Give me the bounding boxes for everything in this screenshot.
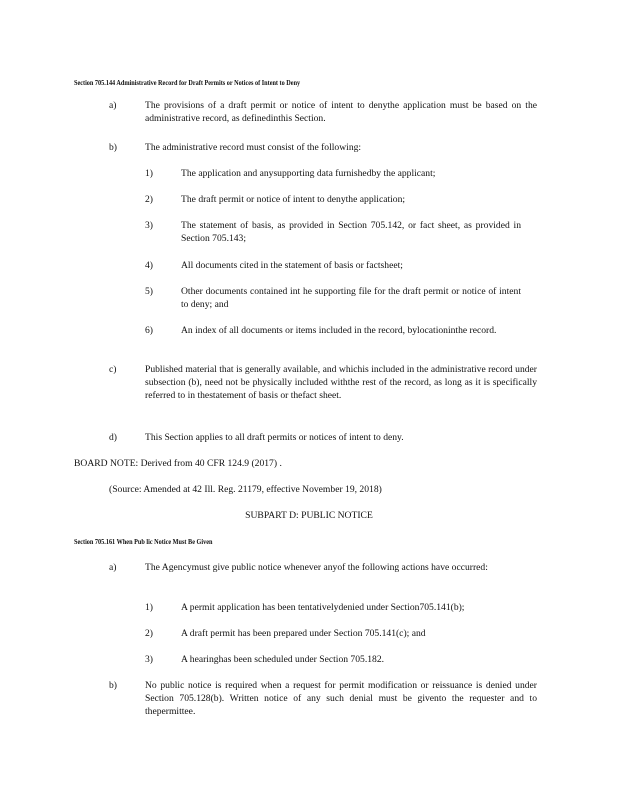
item-text: All documents cited in the statement of basis or factsheet; <box>181 260 403 271</box>
section-705-144-heading: Section 705.144 Administrative Record for Draft Permits or Notices of Intent to Deny <box>74 78 301 87</box>
item-text: The application and anysupporting data furnishedby the applicant; <box>181 168 436 179</box>
item-label: 2) <box>145 628 153 639</box>
item-text: The statement of basis, as provided in Section 705.142, or fact sheet, as provided in Section 705.143; <box>181 220 521 244</box>
para-text: Published material that is generally available, and whichis included in the administrative record under subsection (b), need not be physically included withthe rest of the record, as long as it is specifically referred to in thestatement of basis or thefact sheet. <box>145 364 537 401</box>
para-label: b) <box>109 142 117 153</box>
item-label: 6) <box>145 325 153 336</box>
item-label: 1) <box>145 168 153 179</box>
item-text: A draft permit has been prepared under Section 705.141(c); and <box>181 628 426 639</box>
para-text: This Section applies to all draft permits or notices of intent to deny. <box>145 432 404 443</box>
source-note: (Source: Amended at 42 Ill. Reg. 21179, effective November 19, 2018) <box>109 484 382 495</box>
para-text: The provisions of a draft permit or notice of intent to denythe application must be based on the administrative record, as definedinthis Section. <box>145 100 537 124</box>
para-text: No public notice is required when a request for permit modification or reissuance is denied under Section 705.128(b). Written notice of any such denial must be givento the requester and to thepermittee. <box>145 680 537 717</box>
item-label: 4) <box>145 260 153 271</box>
board-note: BOARD NOTE: Derived from 40 CFR 124.9 (2017) . <box>74 458 282 469</box>
item-text: A permit application has been tentativelydenied under Section705.141(b); <box>181 602 465 613</box>
para-label: a) <box>109 100 117 111</box>
para-label: d) <box>109 432 117 443</box>
item-label: 3) <box>145 654 153 665</box>
item-label: 5) <box>145 286 153 297</box>
para-text: The Agencymust give public notice whenever anyof the following actions have occurred: <box>145 562 488 573</box>
subpart-title: SUBPART D: PUBLIC NOTICE <box>245 510 373 521</box>
item-text: Other documents contained int he supporting file for the draft permit or notice of intent to deny; and <box>181 286 521 310</box>
section-705-161-heading: Section 705.161 When Pub lic Notice Must Be Given <box>74 537 213 546</box>
item-text: An index of all documents or items included in the record, bylocationinthe record. <box>181 325 497 336</box>
item-label: 1) <box>145 602 153 613</box>
item-text: The draft permit or notice of intent to denythe application; <box>181 194 406 205</box>
item-label: 3) <box>145 220 153 231</box>
para-label: b) <box>109 680 117 691</box>
para-text: The administrative record must consist of the following: <box>145 142 362 153</box>
item-label: 2) <box>145 194 153 205</box>
item-text: A hearinghas been scheduled under Section 705.182. <box>181 654 385 665</box>
para-label: a) <box>109 562 117 573</box>
para-label: c) <box>109 364 117 375</box>
